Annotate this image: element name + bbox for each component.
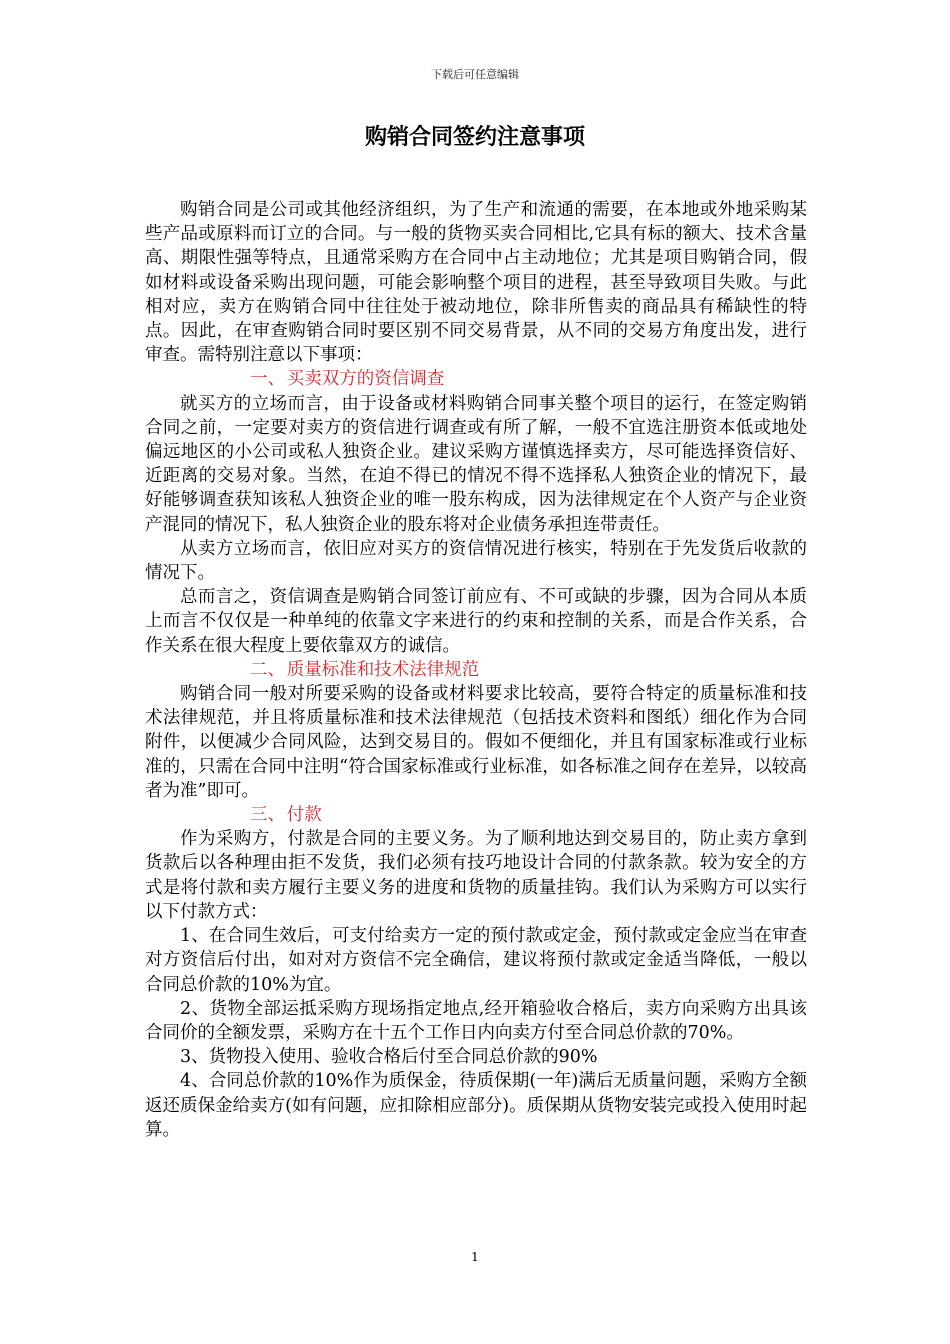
section-heading-text: 付款 — [286, 805, 322, 826]
paragraph: 从卖方立场而言，依旧应对买方的资信情况进行核实，特别在于先发货后收款的情况下。 — [145, 538, 807, 584]
paragraph: 就买方的立场而言，由于设备或材料购销合同事关整个项目的运行，在签定购销合同之前，一定要对卖方的资信进行调查或有所了解，一般不宜选注册资本低或地处偏远地区的小公司或私人独资企业。建议采购方谨慎选择卖方，尽可能选择资信好、近距离的交易对象。当然，在迫不得已的情况不得不选择私人独资企业的情况下，最好能够调查获知该私人独资企业的唯一股东构成，因为法律规定在个人资产与企业资产混同的情况下，私人独资企业的股东将对企业债务承担连带责任。 — [145, 393, 807, 535]
list-item: 4、合同总价款的10%作为质保金，待质保期(一年)满后无质量问题，采购方全额返还质保金给卖方(如有问题，应扣除相应部分)。质保期从货物安装完或投入使用时起算。 — [145, 1071, 807, 1140]
list-item: 3、货物投入使用、验收合格后付至合同总价款的90% — [180, 1047, 598, 1068]
paragraph: 总而言之，资信调查是购销合同签订前应有、不可或缺的步骤，因为合同从本质上而言不仅仅是一种单纯的依靠文字来进行的约束和控制的关系，而是合作关系，合作关系在很大程度上要依靠双方的诚信。 — [145, 587, 807, 656]
paragraph: 购销合同一般对所要采购的设备或材料要求比较高，要符合特定的质量标准和技术法律规范，并且将质量标准和技术法律规范（包括技术资料和图纸）细化作为合同附件，以便减少合同风险，达到交易目的。假如不便细化，并且有国家标准或行业标准的，只需在合同中注明“符合国家标准或行业标准，如各标准之间存在差异，以较高者为准”即可。 — [145, 684, 807, 801]
list-item: 1、在合同生效后，可支付给卖方一定的预付款或定金，预付款或定金应当在审查对方资信后付出，如对对方资信不完全确信，建议将预付款或定金适当降低，一般以合同总价款的10%为宜。 — [145, 926, 807, 995]
paragraph: 作为采购方，付款是合同的主要义务。为了顺利地达到交易目的，防止卖方拿到货款后以各种理由拒不发货，我们必须有技巧地设计合同的付款条款。较为安全的方式是将付款和卖方履行主要义务的进度和货物的质量挂钩。我们认为采购方可以实行以下付款方式： — [145, 829, 807, 922]
section-heading-text: 质量标准和技术法律规范 — [286, 659, 480, 680]
document-body — [145, 198, 807, 1142]
intro-paragraph: 购销合同是公司或其他经济组织，为了生产和流通的需要，在本地或外地采购某些产品或原料而订立的合同。与一般的货物买卖合同相比,它具有标的额大、技术含量高、期限性强等特点，且通常采购方在合同中占主动地位；尤其是项目购销合同，假如材料或设备采购出现问题，可能会影响整个项目的进程，甚至导致项目失败。与此相对应，卖方在购销合同中往往处于被动地位，除非所售卖的商品具有稀缺性的特点。因此，在审查购销合同时要区别不同交易背景，从不同的交易方角度出发，进行审查。需特别注意以下事项： — [145, 200, 807, 366]
section-number: 一、 — [250, 369, 285, 390]
section-number: 二、 — [250, 659, 285, 680]
document-title: 购销合同签约注意事项 — [364, 125, 585, 150]
page-number: 1 — [471, 1250, 479, 1264]
list-item: 2、货物全部运抵采购方现场指定地点,经开箱验收合格后，卖方向采购方出具该合同价的全额发票，采购方在十五个工作日内向卖方付至合同总价款的70%。 — [145, 998, 807, 1043]
section-number: 三、 — [250, 805, 285, 826]
page-header: 下载后可任意编辑 — [431, 68, 519, 81]
section-heading-text: 买卖双方的资信调查 — [286, 369, 445, 390]
section-heading-2 — [145, 658, 807, 682]
section-heading-1 — [145, 367, 807, 391]
section-heading-3 — [145, 803, 807, 827]
